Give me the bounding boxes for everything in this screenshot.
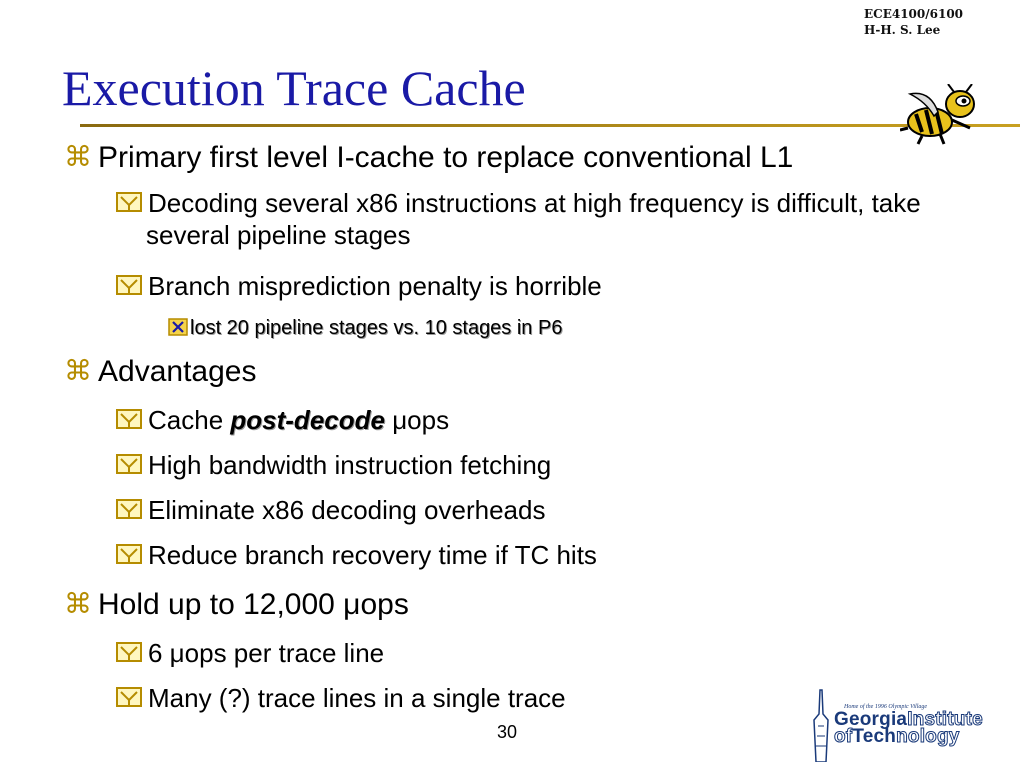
checkbox-y-icon — [116, 192, 142, 212]
bullet-lost-pipeline-stages — [168, 315, 562, 341]
bullet-many-trace-lines — [116, 682, 566, 714]
bullet-eliminate-decoding — [116, 494, 545, 526]
checkbox-x-icon — [168, 318, 188, 336]
checkbox-y-icon — [116, 642, 142, 662]
logo-institute: Institute — [907, 709, 983, 730]
checkbox-y-icon — [116, 275, 142, 295]
bullet-primary-icache — [64, 140, 793, 176]
bullet-text: 6 μops per trace line — [148, 638, 385, 668]
bullet-text: Hold up to 12,000 μops — [98, 588, 409, 621]
bullet-text: Many (?) trace lines in a single trace — [148, 683, 566, 713]
course-header — [864, 6, 1014, 38]
checkbox-y-icon — [116, 409, 142, 429]
emphasis-post-decode: post-decode — [230, 405, 385, 435]
command-key-icon: ⌘ — [64, 587, 92, 621]
bullet-text: High bandwidth instruction fetching — [148, 450, 552, 480]
logo-tagline: Home of the 1996 Olympic Village — [844, 704, 928, 710]
bullet-text: Decoding several x86 instructions at high frequency is difficult, take several pipeline stages — [146, 188, 921, 250]
course-code: ECE4100/6100 — [864, 7, 964, 21]
bullet-hold-uops — [64, 587, 409, 623]
checkbox-y-icon — [116, 499, 142, 519]
checkbox-y-icon — [116, 454, 142, 474]
slide-title: Execution Trace Cache — [62, 60, 526, 116]
bullet-decoding-x86 — [116, 187, 996, 251]
checkbox-y-icon — [116, 687, 142, 707]
bullet-text: Branch misprediction penalty is horrible — [148, 271, 602, 301]
bullet-text: Primary first level I-cache to replace conventional L1 — [98, 141, 794, 174]
checkbox-y-icon — [116, 544, 142, 564]
title-underline — [80, 124, 1020, 127]
bullet-advantages — [64, 354, 256, 390]
logo-of: of — [834, 726, 853, 747]
page-number: 30 — [497, 722, 518, 742]
bullet-text: lost 20 pipeline stages vs. 10 stages in P6 — [190, 317, 563, 339]
logo-nology: nology — [896, 726, 960, 747]
command-key-icon: ⌘ — [64, 354, 92, 388]
bullet-text-suffix: μops — [384, 405, 450, 435]
course-author: H-H. S. Lee — [864, 23, 941, 37]
bullet-text: Reduce branch recovery time if TC hits — [148, 540, 597, 570]
logo-row-2 — [834, 727, 960, 747]
command-key-icon: ⌘ — [64, 140, 92, 174]
bullet-high-bandwidth — [116, 449, 551, 481]
bullet-text: Eliminate x86 decoding overheads — [148, 495, 546, 525]
logo-georgia: Georgia — [834, 709, 908, 730]
bullet-text: Advantages — [98, 355, 257, 388]
yellow-jacket-mascot-icon — [900, 84, 982, 148]
bullet-cache-post-decode — [116, 404, 449, 436]
bullet-branch-misprediction — [116, 270, 602, 302]
logo-tech: Tech — [852, 726, 897, 747]
bullet-uops-per-line — [116, 637, 384, 669]
bullet-text-prefix: Cache — [148, 405, 231, 435]
bullet-branch-recovery — [116, 539, 597, 571]
